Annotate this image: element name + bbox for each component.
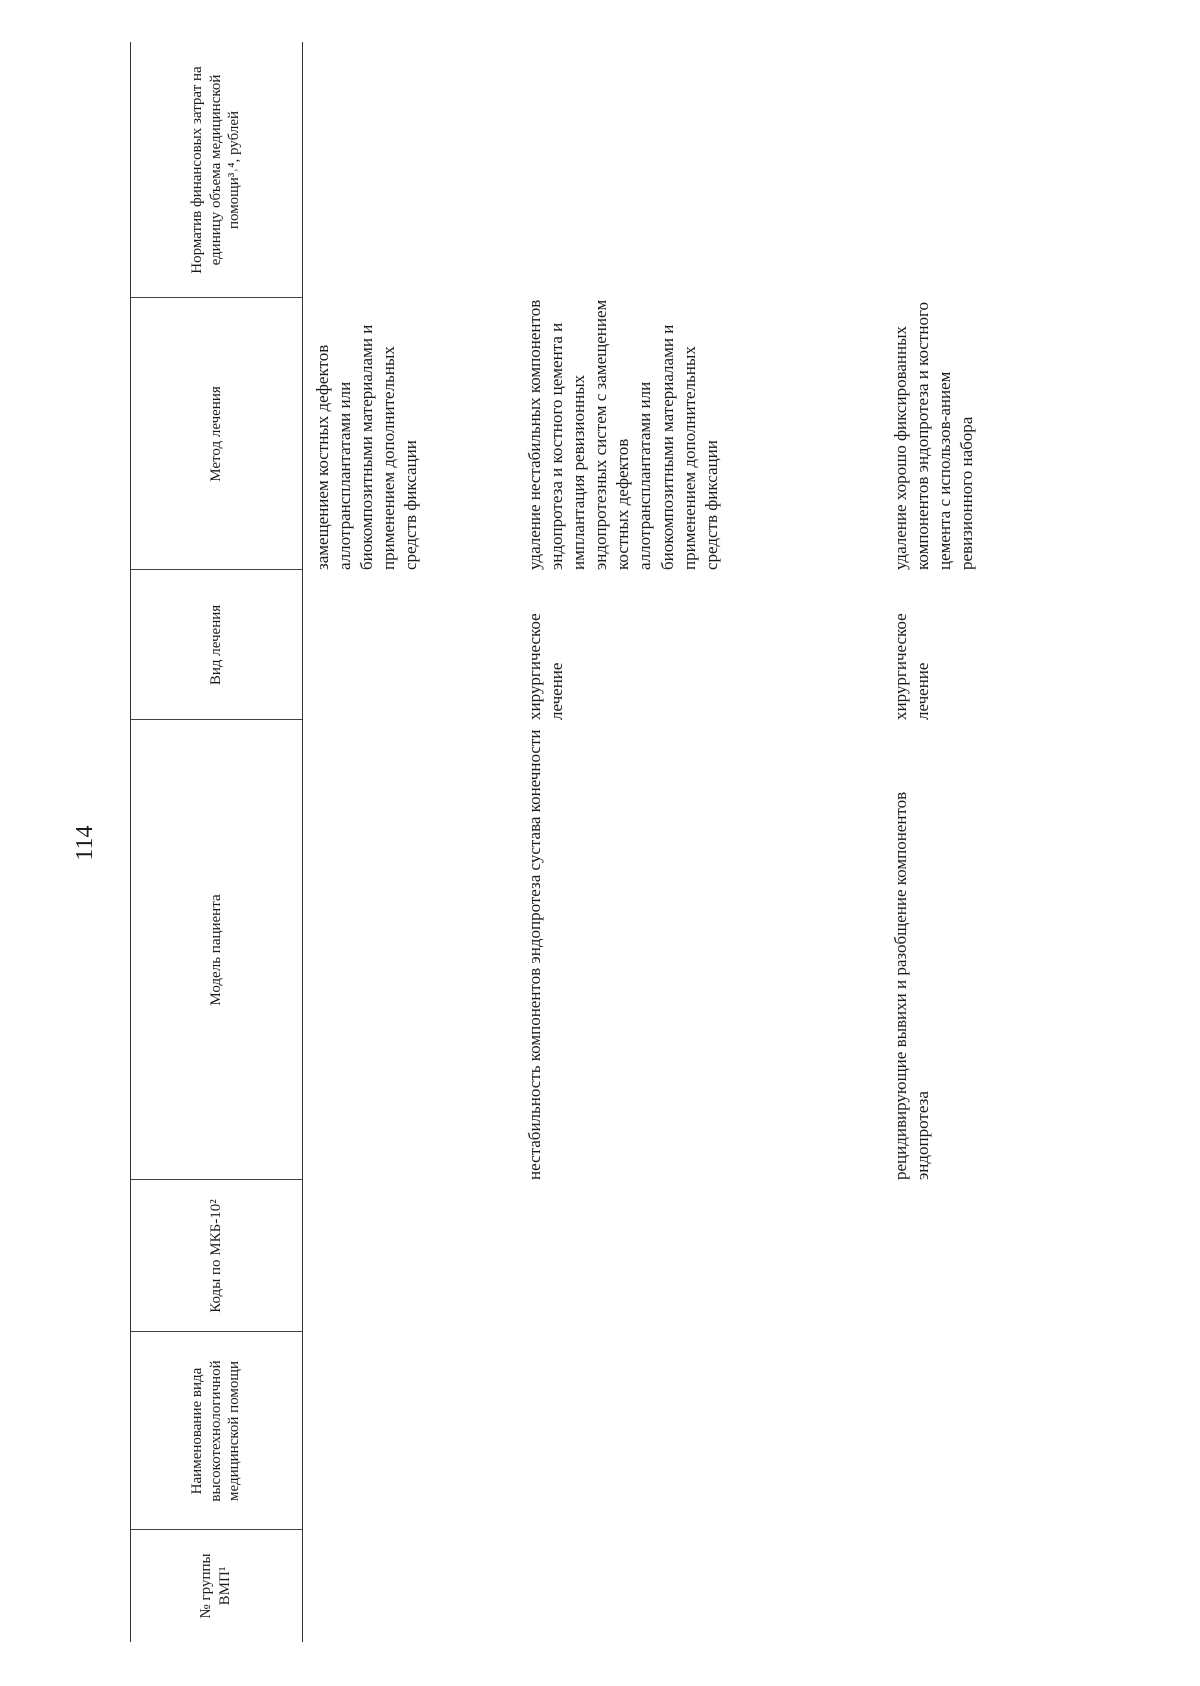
header-bottom-border xyxy=(302,42,303,1642)
table-row-method: удаление нестабильных компонентов эндопротеза и костного цемента и имплантация ревизионных эндопротезных систем с замещением костных дефектов аллотрансплантатами или биокомпозитными материалами и применением дополнительных средств фиксации xyxy=(525,299,721,570)
table-row-patient-model: нестабильность компонентов эндопротеза сустава конечности xyxy=(525,729,544,1180)
header-treatment-type: Вид лечения xyxy=(207,604,224,686)
header-cost-norm: Норматив финансовых затрат на единицу объема медицинской помощи³˒⁴, рублей xyxy=(188,66,243,274)
table-row-treatment-type: хирургическое лечение xyxy=(891,613,933,720)
page-number: 114 xyxy=(72,825,98,861)
header-treatment-method: Метод лечения xyxy=(207,386,224,482)
table-row-treatment-type: хирургическое лечение xyxy=(525,613,567,720)
vmp-table xyxy=(130,42,1160,1642)
header-group-no: № группы ВМП¹ xyxy=(198,1553,233,1619)
table-row-patient-model: рецидивирующие вывихи и разобщение компонентов эндопротеза xyxy=(891,791,933,1180)
table-row-method: замещением костных дефектов аллотрансплантатами или биокомпозитными материалами и применением дополнительных средств фиксации xyxy=(313,324,421,570)
header-patient-model: Модель пациента xyxy=(207,894,224,1006)
header-vmp-name: Наименование вида высокотехнологичной медицинской помощи xyxy=(188,1360,243,1502)
table-row-method: удаление хорошо фиксированных компонентов эндопротеза и костного цемента с использов-анием ревизионного набора xyxy=(891,301,977,570)
header-icd-codes: Коды по МКБ-10² xyxy=(207,1199,224,1313)
